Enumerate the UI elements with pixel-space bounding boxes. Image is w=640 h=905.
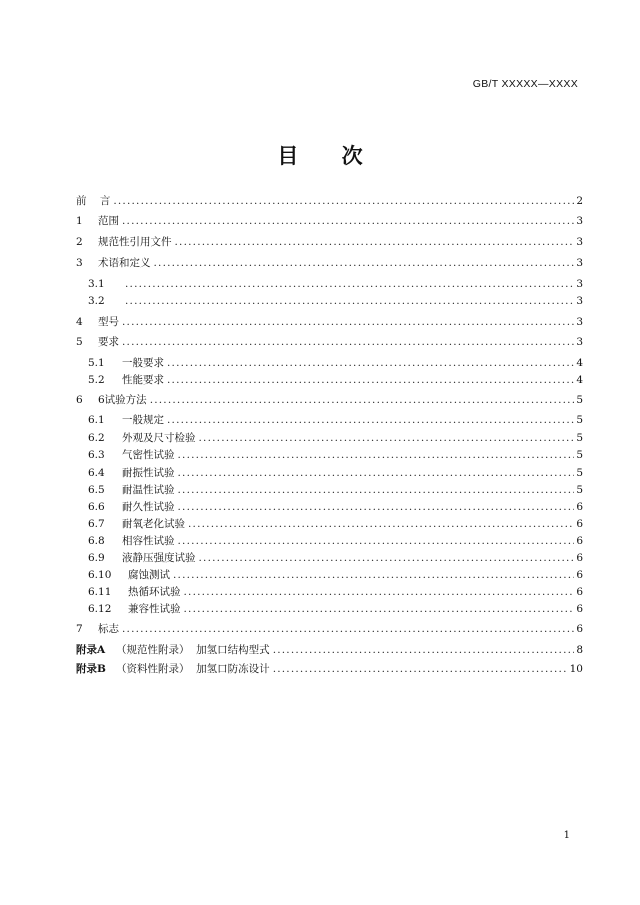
toc-entry[interactable] bbox=[88, 549, 583, 565]
standard-code: GB/T XXXXX—XXXX bbox=[472, 78, 578, 90]
toc-entry[interactable] bbox=[88, 515, 583, 531]
toc-entry-label: （规范性附录） 加氢口结构型式 bbox=[116, 644, 270, 656]
toc-entry-label: 腐蚀测试 bbox=[128, 569, 170, 581]
toc-entry-page: 10 bbox=[569, 663, 583, 675]
toc-entry-number: 3.1 bbox=[88, 278, 105, 290]
toc-entry-page: 4 bbox=[576, 374, 583, 386]
toc-entry-page: 3 bbox=[576, 336, 583, 348]
toc-entry-label: 耐氧老化试验 bbox=[122, 518, 185, 530]
toc-entry[interactable] bbox=[88, 481, 583, 497]
toc-entry-page: 3 bbox=[576, 295, 583, 307]
toc-entry-page: 5 bbox=[576, 467, 583, 479]
toc-entry-page: 3 bbox=[576, 236, 583, 248]
toc-dot-leader bbox=[122, 622, 574, 636]
toc-entry[interactable] bbox=[76, 660, 583, 676]
toc-entry-label: 气密性试验 bbox=[122, 449, 175, 461]
toc-entry-number: 附录B bbox=[76, 663, 106, 675]
toc-entry-number: 6.9 bbox=[88, 552, 105, 564]
toc-entry-label: 要求 bbox=[98, 336, 119, 348]
toc-entry-number: 6.6 bbox=[88, 501, 105, 513]
toc-dot-leader bbox=[178, 500, 575, 514]
toc-entry[interactable] bbox=[88, 446, 583, 462]
toc-dot-leader bbox=[199, 431, 575, 445]
toc-entry-label: 6试验方法 bbox=[98, 394, 147, 406]
toc-entry-label: 热循环试验 bbox=[128, 586, 181, 598]
toc-entry-number: 4 bbox=[76, 316, 83, 328]
toc-entry[interactable] bbox=[76, 254, 583, 270]
toc-entry-number: 6.12 bbox=[88, 603, 112, 615]
toc-entry-number: 6.8 bbox=[88, 535, 105, 547]
toc-entry-page: 5 bbox=[576, 449, 583, 461]
toc-entry[interactable] bbox=[76, 620, 583, 636]
toc-entry[interactable] bbox=[76, 641, 583, 657]
toc-entry[interactable] bbox=[88, 464, 583, 480]
toc-entry-label: 术语和定义 bbox=[98, 257, 151, 269]
toc-entry-label: 耐振性试验 bbox=[122, 467, 175, 479]
toc-entry-page: 6 bbox=[576, 586, 583, 598]
toc-entry-page: 3 bbox=[576, 215, 583, 227]
toc-entry-number: 2 bbox=[76, 236, 83, 248]
toc-entry-page: 6 bbox=[576, 501, 583, 513]
toc-entry-number: 6.3 bbox=[88, 449, 105, 461]
toc-entry-page: 6 bbox=[576, 569, 583, 581]
toc-entry-page: 8 bbox=[576, 644, 583, 656]
toc-dot-leader bbox=[125, 294, 574, 308]
toc-dot-leader bbox=[173, 568, 574, 582]
toc-entry-number: 6 bbox=[76, 394, 83, 406]
toc-entry-label: 性能要求 bbox=[122, 374, 164, 386]
toc-dot-leader bbox=[273, 643, 575, 657]
toc-dot-leader bbox=[122, 335, 574, 349]
toc-entry[interactable] bbox=[76, 233, 583, 249]
toc-entry-number: 5.2 bbox=[88, 374, 105, 386]
page-title: 目 次 bbox=[277, 143, 381, 168]
toc-entry-number: 6.5 bbox=[88, 484, 105, 496]
toc-entry[interactable] bbox=[88, 354, 583, 370]
toc-entry[interactable] bbox=[76, 391, 583, 407]
toc-entry-page: 6 bbox=[576, 535, 583, 547]
toc-entry[interactable] bbox=[88, 371, 583, 387]
toc-entry[interactable] bbox=[88, 566, 583, 582]
toc-entry-label: 标志 bbox=[98, 623, 119, 635]
toc-dot-leader bbox=[184, 585, 575, 599]
toc-entry-page: 3 bbox=[576, 257, 583, 269]
toc-entry-label: 型号 bbox=[98, 316, 119, 328]
toc-dot-leader bbox=[178, 483, 575, 497]
toc-entry-label: 一般要求 bbox=[122, 357, 164, 369]
toc-entry-number: 1 bbox=[76, 215, 83, 227]
toc-entry-number: 6.7 bbox=[88, 518, 105, 530]
toc-entry-number: 6.1 bbox=[88, 414, 105, 426]
toc-entry-page: 3 bbox=[576, 278, 583, 290]
toc-entry-page: 2 bbox=[576, 195, 583, 207]
toc-entry[interactable] bbox=[76, 212, 583, 228]
toc-dot-leader bbox=[273, 662, 568, 676]
toc-dot-leader bbox=[125, 277, 574, 291]
toc-entry-page: 4 bbox=[576, 357, 583, 369]
toc-entry-number: 5.1 bbox=[88, 357, 105, 369]
toc-dot-leader bbox=[178, 466, 575, 480]
toc-entry[interactable] bbox=[88, 275, 583, 291]
toc-entry-label: （资料性附录） 加氢口防冻设计 bbox=[116, 663, 270, 675]
toc-entry-label: 规范性引用文件 bbox=[98, 236, 172, 248]
toc-entry-number: 6.2 bbox=[88, 432, 105, 444]
toc-entry-page: 6 bbox=[576, 518, 583, 530]
toc-dot-leader bbox=[167, 356, 574, 370]
toc-dot-leader bbox=[199, 551, 575, 565]
footer-page-number: 1 bbox=[563, 830, 570, 841]
toc-entry-label: 相容性试验 bbox=[122, 535, 175, 547]
toc-entry-label: 一般规定 bbox=[122, 414, 164, 426]
toc-entry[interactable] bbox=[88, 498, 583, 514]
toc-dot-leader bbox=[150, 393, 575, 407]
toc-entry-label: 耐温性试验 bbox=[122, 484, 175, 496]
toc-entry[interactable] bbox=[88, 292, 583, 308]
toc-entry-number: 3 bbox=[76, 257, 83, 269]
toc-entry-page: 6 bbox=[576, 552, 583, 564]
toc-entry-page: 6 bbox=[576, 603, 583, 615]
toc-dot-leader bbox=[113, 194, 574, 208]
toc-entry[interactable] bbox=[88, 532, 583, 548]
toc-entry-number: 附录A bbox=[76, 644, 106, 656]
toc-entry-page: 5 bbox=[576, 414, 583, 426]
toc-dot-leader bbox=[122, 214, 574, 228]
toc-entry-label: 兼容性试验 bbox=[128, 603, 181, 615]
toc-entry[interactable] bbox=[76, 313, 583, 329]
toc-dot-leader bbox=[167, 413, 574, 427]
toc-entry-number: 6.11 bbox=[88, 586, 112, 598]
toc-entry-number: 6.10 bbox=[88, 569, 112, 581]
toc-dot-leader bbox=[178, 534, 575, 548]
toc-dot-leader bbox=[175, 235, 575, 249]
toc-entry-page: 5 bbox=[576, 394, 583, 406]
toc-entry-page: 5 bbox=[576, 484, 583, 496]
toc-entry[interactable] bbox=[88, 429, 583, 445]
toc-entry[interactable] bbox=[76, 333, 583, 349]
toc-entry-label: 前 言 bbox=[76, 195, 111, 207]
toc-entry-label: 耐久性试验 bbox=[122, 501, 175, 513]
toc-entry-number: 6.4 bbox=[88, 467, 105, 479]
toc-dot-leader bbox=[188, 517, 574, 531]
toc-entry-label: 外观及尺寸检验 bbox=[122, 432, 196, 444]
toc-entry-page: 6 bbox=[576, 623, 583, 635]
toc-dot-leader bbox=[167, 373, 574, 387]
toc-dot-leader bbox=[122, 315, 574, 329]
toc-entry-number: 3.2 bbox=[88, 295, 105, 307]
toc-entry-number: 5 bbox=[76, 336, 83, 348]
toc-entry-label: 液静压强度试验 bbox=[122, 552, 196, 564]
toc-entry[interactable] bbox=[88, 583, 583, 599]
toc-entry-label: 范围 bbox=[98, 215, 119, 227]
toc-entry-page: 5 bbox=[576, 432, 583, 444]
toc-dot-leader bbox=[178, 448, 575, 462]
toc-entry-number: 7 bbox=[76, 623, 83, 635]
toc-dot-leader bbox=[184, 602, 575, 616]
toc-entry-page: 3 bbox=[576, 316, 583, 328]
toc-entry[interactable] bbox=[88, 600, 583, 616]
toc-entry[interactable] bbox=[88, 411, 583, 427]
toc-entry[interactable] bbox=[76, 192, 583, 208]
toc-dot-leader bbox=[154, 256, 575, 270]
